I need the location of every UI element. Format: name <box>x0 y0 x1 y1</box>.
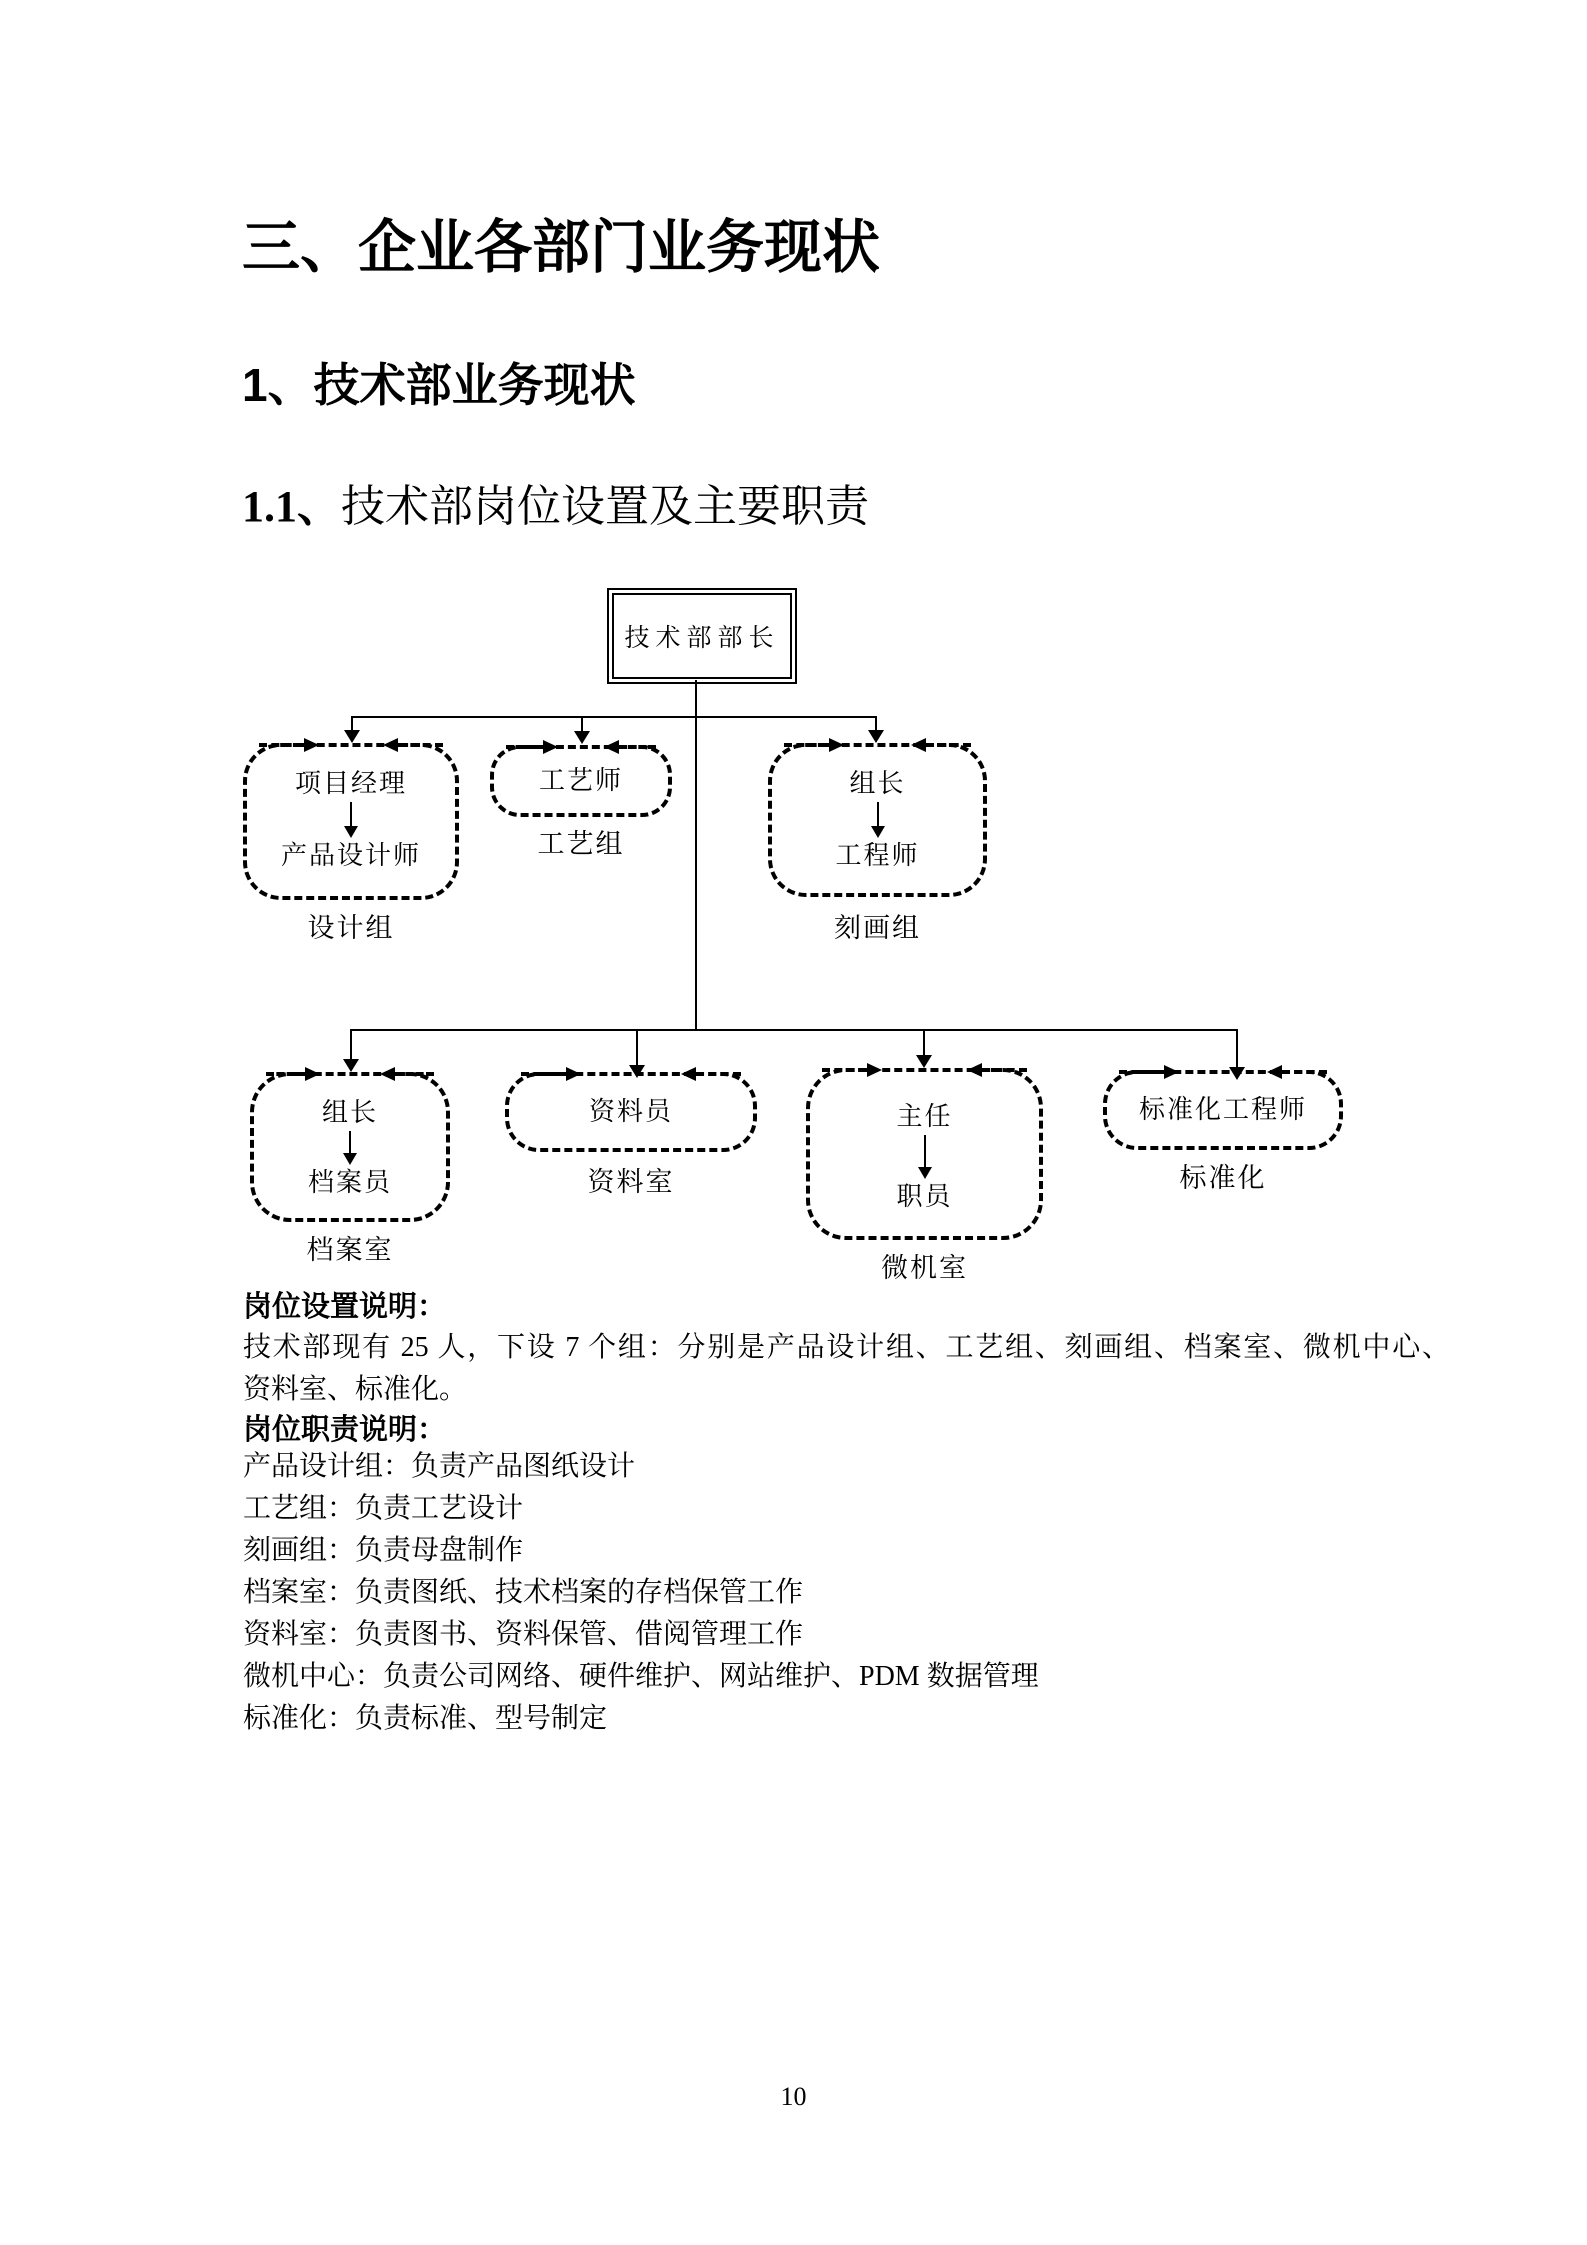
loop-arrow-right-icon <box>784 737 844 753</box>
group-label-archive: 档案室 <box>306 1235 394 1265</box>
role-group-leader: 组长 <box>321 1098 378 1127</box>
loop-arrow-right-icon <box>259 737 319 753</box>
down-arrow-icon <box>871 802 885 838</box>
drop-arrow-archive <box>343 1029 359 1072</box>
drop-arrow-engrave <box>868 716 884 743</box>
loop-arrow-right-icon <box>506 739 558 755</box>
loop-arrow-left-icon <box>380 1066 434 1082</box>
subsection-text: 技术部岗位设置及主要职责 <box>341 482 869 531</box>
role-director: 主任 <box>896 1102 953 1131</box>
group-label-data: 资料室 <box>587 1167 675 1197</box>
loop-arrow-right-icon <box>822 1062 882 1078</box>
duty-item: 产品设计组：负责产品图纸设计 <box>243 1451 636 1482</box>
duty-notes-title: 岗位职责说明： <box>243 1414 447 1446</box>
group-box-computer <box>806 1068 1043 1240</box>
duty-item: 标准化：负责标准、型号制定 <box>243 1703 608 1734</box>
row1-connector <box>351 716 877 718</box>
subsection-title <box>242 470 869 534</box>
subsection-number: 1.1、 <box>242 482 341 531</box>
duty-item: 档案室：负责图纸、技术档案的存档保管工作 <box>243 1577 804 1608</box>
group-box-archive <box>250 1072 450 1222</box>
trunk-line <box>695 680 697 1031</box>
drop-arrow-design <box>344 716 360 743</box>
section-title: 1、技术部业务现状 <box>242 359 636 411</box>
drop-arrow-computer <box>916 1029 932 1068</box>
group-label-computer: 微机室 <box>881 1253 968 1283</box>
role-group-leader: 组长 <box>849 769 906 798</box>
duty-item: 资料室：负责图书、资料保管、借阅管理工作 <box>243 1619 804 1650</box>
drop-arrow-data <box>629 1029 645 1078</box>
down-arrow-icon <box>343 1131 357 1165</box>
loop-arrow-left-icon <box>911 737 971 753</box>
down-arrow-icon <box>918 1135 932 1179</box>
group-label-standard: 标准化 <box>1179 1163 1267 1193</box>
group-label-process: 工艺组 <box>537 829 625 859</box>
setup-notes-line2: 资料室、标准化。 <box>243 1374 468 1405</box>
group-box-engrave <box>768 743 987 897</box>
role-process-engineer: 工艺师 <box>538 766 623 795</box>
duty-item: 微机中心：负责公司网络、硬件维护、网站维护、PDM 数据管理 <box>243 1661 1039 1692</box>
group-label-design: 设计组 <box>307 913 395 943</box>
role-product-designer: 产品设计师 <box>280 841 421 870</box>
duty-item: 工艺组：负责工艺设计 <box>243 1493 524 1524</box>
page-number: 10 <box>780 2082 807 2111</box>
drop-arrow-process <box>574 716 590 744</box>
duty-item: 刻画组：负责母盘制作 <box>243 1535 524 1566</box>
loop-arrow-left-icon <box>1267 1064 1327 1080</box>
loop-arrow-left-icon <box>967 1062 1027 1078</box>
role-staff: 职员 <box>896 1182 953 1211</box>
group-box-data <box>505 1072 757 1152</box>
loop-arrow-right-icon <box>266 1066 320 1082</box>
group-box-design <box>243 743 459 900</box>
setup-notes-line1: 技术部现有 25 人，下设 7 个组：分别是产品设计组、工艺组、刻画组、档案室、微机中心、 <box>243 1332 1450 1363</box>
loop-arrow-right-icon <box>521 1066 581 1082</box>
loop-arrow-left-icon <box>681 1066 741 1082</box>
role-standard-engineer: 标准化工程师 <box>1138 1095 1307 1124</box>
setup-notes-title: 岗位设置说明： <box>243 1291 447 1323</box>
chapter-title: 三、企业各部门业务现状 <box>242 215 881 280</box>
down-arrow-icon <box>344 802 358 838</box>
role-project-manager: 项目经理 <box>294 769 407 798</box>
loop-arrow-left-icon <box>604 739 656 755</box>
loop-arrow-right-icon <box>1119 1064 1179 1080</box>
row2-connector <box>350 1029 1238 1031</box>
loop-arrow-left-icon <box>383 737 443 753</box>
duty-list <box>243 1446 1039 1740</box>
org-root-box <box>607 588 797 684</box>
role-data-clerk: 资料员 <box>588 1097 673 1126</box>
org-root-title: 技术部部长 <box>612 593 792 679</box>
role-engineer: 工程师 <box>835 841 920 870</box>
group-box-standard <box>1103 1070 1343 1150</box>
role-archivist: 档案员 <box>307 1168 392 1197</box>
group-label-engrave: 刻画组 <box>834 913 921 943</box>
group-box-process <box>490 745 672 817</box>
